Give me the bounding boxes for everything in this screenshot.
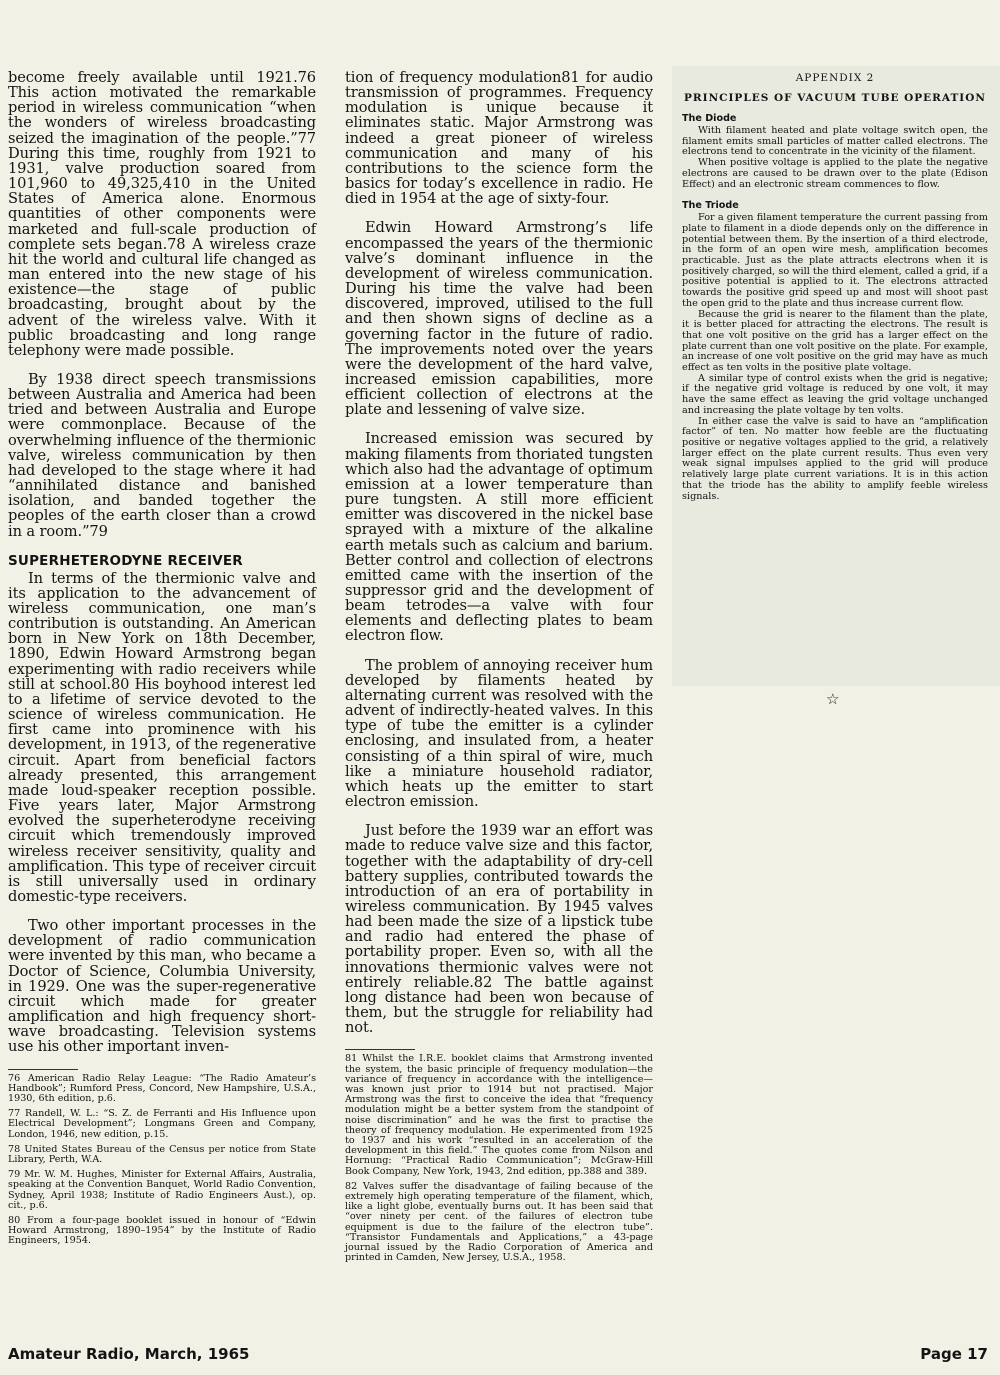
body-paragraph: become freely available until 1921.76 This action motivated the remarkable period in wireless communication “when the wonders of wireless broadcasting seized the imagination of the people.”77 During this time, roughly from 1921 to 1931, valve production soared from 101,960 to 49,325,410 in the United States of America alone. Enormous quantities of other components were marketed and full-scale production of complete sets began.78 A wireless craze hit the world and cultural life changed as man entered into the new stage of his existence—the stage of public broadcasting, brought about by the advent of the wireless valve. With it public broadcasting and long range telephony were made possible. [8, 69, 316, 359]
appendix-paragraph: With filament heated and plate voltage switch open, the filament emits small particles of matter called electrons. The electrons tend to concentrate in the vicinity of the filament. [682, 125, 988, 158]
footnote: 76 American Radio Relay League: “The Radio Amateur’s Handbook”; Rumford Press, Concord, New Hampshire, U.S.A., 1930, 6th edition, p.6. [8, 1072, 316, 1104]
appendix-paragraph: A similar type of control exists when the grid is negative; if the negative grid voltage is reduced by one volt, it may have the same effect as leaving the grid voltage unchanged and increasing the plate voltage by ten volts. [682, 372, 988, 416]
star-icon: ☆ [826, 690, 840, 708]
triode-heading: The Triode [682, 200, 739, 212]
footnote: 77 Randell, W. L.: “S. Z. de Ferranti and His Influence upon Electrical Development”; Longmans Green and Company, London, 1946, new edition, p.15. [8, 1108, 316, 1140]
appendix-subtitle: PRINCIPLES OF VACUUM TUBE OPERATION [684, 92, 986, 104]
body-paragraph: Increased emission was secured by making filaments from thoriated tungsten which also had the advantage of optimum emission at a lower temperature than pure tungsten. A still more efficient emitter was discovered in the nickel base sprayed with a mixture of the alkaline earth metals such as calcium and barium. Better control and collection of electrons emitted came with the insertion of the suppressor grid and the development of beam tetrodes—a valve with four elements and deflecting plates to beam electron flow. [345, 430, 653, 645]
body-paragraph: Two other important processes in the development of radio communication were invented by this man, who became a Doctor of Science, Columbia University, in 1929. One was the super-regenerative circuit which made for greater amplification and high frequency short-wave broadcasting. Television systems use his other important inven- [8, 917, 316, 1056]
footnote: 79 Mr. W. M. Hughes, Minister for External Affairs, Australia, speaking at the Convention Banquet, World Radio Convention, Sydney, April 1938; Institute of Radio Engineers Aust.), op. cit., p.6. [8, 1169, 316, 1211]
footnote-divider [345, 1049, 415, 1050]
appendix-paragraph: Because the grid is nearer to the filament than the plate, it is better placed for attracting the electrons. The result is that one volt positive on the grid has a larger effect on the plate current than one volt positive on the plate. For example, an increase of one volt positive on the grid may have as much effect as ten volts in the positive plate voltage. [682, 308, 988, 374]
appendix-paragraph: For a given filament temperature the current passing from plate to filament in a diode depends only on the difference in potential between them. By the insertion of a third electrode, in the form of an open wire mesh, amplification becomes practicable. Just as the plate attracts electrons when it is positively charged, so will the third element, called a grid, if a positive potential is applied to it. The electrons attracted towards the positive grid speed up and most will shoot past the open grid to the plate and thus increase current flow. [682, 212, 988, 309]
body-paragraph: By 1938 direct speech transmissions between Australia and America had been tried and between Australia and Europe were commonplace. Because of the overwhelming influence of the thermionic valve, wireless communication by then had developed to the stage where it had “annihilated distance and banished isolation, and banded together the peoples of the earth closer than a crowd in a room.”79 [8, 370, 316, 540]
appendix-paragraph: When positive voltage is applied to the plate the negative electrons are caused to be drawn over to the plate (Edison Effect) and an electronic stream commences to flow. [682, 157, 988, 190]
diode-heading: The Diode [682, 113, 737, 124]
footnote: 82 Valves suffer the disadvantage of failing because of the extremely high operating temperature of the filament, which, like a light globe, eventually burns out. It has been said that “over ninety per cent. of the failures of electron tube equipment is due to the failure of the electron tube”. “Transistor Fundamentals and Applications,” a 43-page journal issued by the Radio Corporation of America and printed in Camden, New Jersey, U.S.A., 1958. [345, 1180, 653, 1264]
appendix-box [672, 66, 1000, 686]
footnote: 80 From a four-page booklet issued in honour of “Edwin Howard Armstrong, 1890–1954” by the Institute of Radio Engineers, 1954. [8, 1214, 316, 1247]
column-middle [345, 70, 653, 1268]
footnote: 81 Whilst the I.R.E. booklet claims that Armstrong invented the system, the basic principle of frequency modulation—the variance of frequency in accordance with the intelligence—was known just prior to 1914 but not practised. Major Armstrong was the first to conceive the idea that “frequency modulation might be a better system from the standpoint of noise discrimination” and he was the first to practise the theory of frequency modulation. He experimented from 1925 to 1937 and his work “resulted in an acceleration of the development in this field.” The quotes come from Nilson and Hornung: “Practical Radio Communication”; McGraw-Hill Book Company, New York, 1943, 2nd edition, pp.388 and 389. [345, 1053, 653, 1177]
publication-footer: Amateur Radio, March, 1965 [8, 1345, 250, 1363]
footnote-divider [8, 1069, 78, 1070]
footnote: 78 United States Bureau of the Census per notice from State Library, Perth, W.A. [8, 1143, 316, 1165]
appendix-paragraph: In either case the valve is said to have an “amplification factor” of ten. No matter how feeble are the fluctuating positive or negative voltages applied to the grid, a relatively larger effect on the plate current results. Thus even very weak signal impulses applied to the grid will produce relatively large plate current variations. It is in this action that the triode has the ability to amplify feeble wireless signals. [682, 415, 988, 502]
appendix-title: APPENDIX 2 [795, 72, 875, 84]
body-paragraph: tion of frequency modulation81 for audio transmission of programmes. Frequency modulation is unique because it eliminates static. Major Armstrong was indeed a great pioneer of wireless communication and many of his contributions to the science form the basics for today’s excellence in radio. He died in 1954 at the age of sixty-four. [345, 69, 653, 208]
body-paragraph: Edwin Howard Armstrong’s life encompassed the years of the thermionic valve’s dominant influence in the development of wireless communication. During his time the valve had been discovered, improved, utilised to the full and then shown signs of decline as a governing factor in the future of radio. The improvements noted over the years were the development of the hard valve, increased emission capabilities, more efficient collection of electrons at the plate and lessening of valve size. [345, 219, 653, 419]
body-paragraph: The problem of annoying receiver hum developed by filaments heated by alternating current was resolved with the advent of indirectly-heated valves. In this type of tube the emitter is a cylinder enclosing, and insulated from, a heater consisting of a thin spiral of wire, much like a miniature household radiator, which heats up the emitter to start electron emission. [345, 656, 653, 811]
column-left [8, 70, 316, 1252]
body-paragraph: Just before the 1939 war an effort was made to reduce valve size and this factor, together with the adaptability of dry-cell battery supplies, contributed towards the introduction of an era of portability in wireless communication. By 1945 valves had been made the size of a lipstick tube and radio had entered the phase of portability proper. Even so, with all the innovations thermionic valves were not entirely reliable.82 The battle against long distance had been won because of them, but the struggle for reliability had not. [345, 822, 653, 1037]
section-heading: SUPERHETERODYNE RECEIVER [8, 552, 243, 569]
body-paragraph: In terms of the thermionic valve and its application to the advancement of wireless communication, one man’s contribution is outstanding. An American born in New York on 18th December, 1890, Edwin Howard Armstrong began experimenting with radio receivers while still at school.80 His boyhood interest led to a lifetime of service devoted to the science of wireless communication. He first came into prominence with his development, in 1913, of the regenerative circuit. Apart from beneficial factors already presented, this arrangement made loud-speaker reception possible. Five years later, Major Armstrong evolved the superheterodyne receiving circuit which tremendously improved wireless receiver sensitivity, quality and amplification. This type of receiver circuit is still universally used in ordinary domestic-type receivers. [8, 569, 316, 905]
page-number: Page 17 [920, 1345, 988, 1363]
